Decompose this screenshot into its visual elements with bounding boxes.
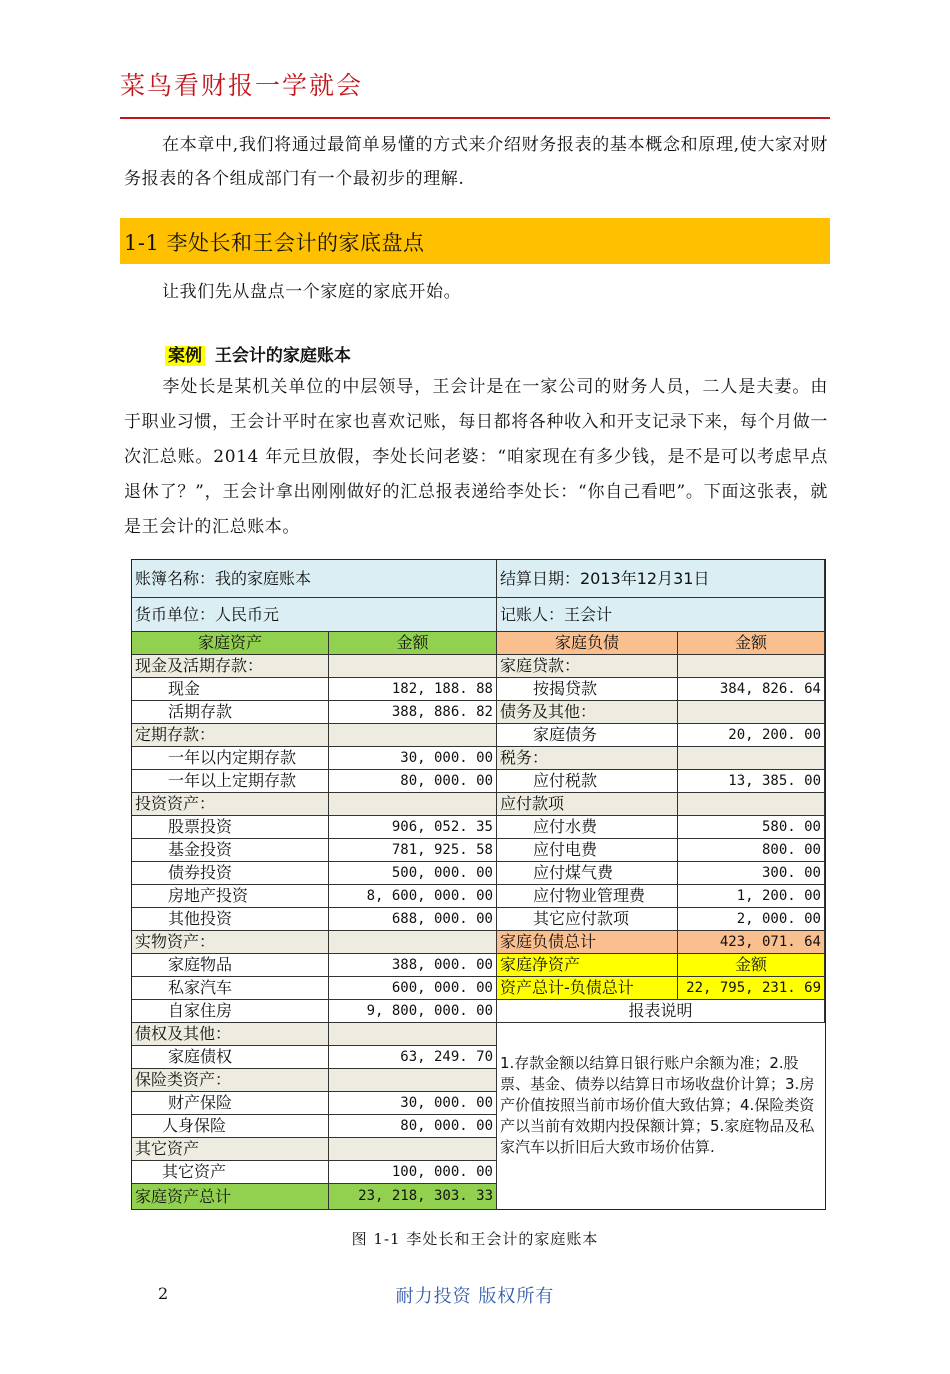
asset-value: 500, 000. 00 xyxy=(329,862,497,885)
asset-value xyxy=(329,1023,497,1046)
liability-label: 应付电费 xyxy=(497,839,678,862)
liability-label: 税务： xyxy=(497,747,678,770)
asset-label: 家庭物品 xyxy=(132,954,329,977)
liability-value xyxy=(678,793,825,816)
liability-label: 应付煤气费 xyxy=(497,862,678,885)
asset-value xyxy=(329,1138,497,1161)
asset-value: 8, 600, 000. 00 xyxy=(329,885,497,908)
asset-label: 债权及其他： xyxy=(132,1023,329,1046)
liabilities-amount-header: 金额 xyxy=(678,632,825,655)
asset-value: 100, 000. 00 xyxy=(329,1161,497,1184)
currency-cell: 货币单位：人民币元 xyxy=(132,598,497,632)
section-intro-text: 让我们先从盘点一个家庭的家底开始。 xyxy=(162,282,462,302)
asset-value xyxy=(329,724,497,747)
asset-label: 其它资产 xyxy=(132,1161,329,1184)
asset-value: 781, 925. 58 xyxy=(329,839,497,862)
asset-label: 现金 xyxy=(132,678,329,701)
assets-total-value: 23, 218, 303. 33 xyxy=(329,1184,497,1210)
section-title: 1-1 李处长和王会计的家底盘点 xyxy=(124,231,425,255)
asset-value: 80, 000. 00 xyxy=(329,770,497,793)
asset-label: 股票投资 xyxy=(132,816,329,839)
asset-label: 债券投资 xyxy=(132,862,329,885)
asset-label: 自家住房 xyxy=(132,1000,329,1023)
liability-value: 800. 00 xyxy=(678,839,825,862)
liabilities-total-label: 家庭负债总计 xyxy=(497,931,678,954)
header-title: 菜鸟看财报一学就会 xyxy=(120,71,364,100)
assets-header: 家庭资产 xyxy=(132,632,329,655)
asset-value: 30, 000. 00 xyxy=(329,747,497,770)
liability-value xyxy=(678,701,825,724)
case-body-text: 李处长是某机关单位的中层领导，王会计是在一家公司的财务人员，二人是夫妻。由于职业习惯，王会计平时在家也喜欢记账，每日都将各种收入和开支记录下来，每个月做一次汇总账。2014 年元旦放假，李处长问老婆：“咱家现在有多少钱，是不是可以考虑早点退休了？”，王会计拿出刚刚做好的汇总报表递给李处长：“你自己看吧”。下面这张表，就是王会计的汇总账本。 xyxy=(124,377,828,537)
asset-label: 实物资产： xyxy=(132,931,329,954)
asset-value: 9, 800, 000. 00 xyxy=(329,1000,497,1023)
liability-value: 20, 200. 00 xyxy=(678,724,825,747)
asset-label: 一年以上定期存款 xyxy=(132,770,329,793)
liability-value: 384, 826. 64 xyxy=(678,678,825,701)
section-bar xyxy=(120,218,830,264)
asset-value: 600, 000. 00 xyxy=(329,977,497,1000)
asset-label: 人身保险 xyxy=(132,1115,329,1138)
liability-value xyxy=(678,655,825,678)
asset-value xyxy=(329,931,497,954)
asset-value: 388, 000. 00 xyxy=(329,954,497,977)
asset-value xyxy=(329,655,497,678)
liability-label: 应付物业管理费 xyxy=(497,885,678,908)
asset-value: 688, 000. 00 xyxy=(329,908,497,931)
asset-value: 63, 249. 70 xyxy=(329,1046,497,1069)
case-tag: 案例 xyxy=(165,346,205,366)
net-assets-value: 22, 795, 231. 69 xyxy=(678,977,825,1000)
liability-label: 应付税款 xyxy=(497,770,678,793)
asset-label: 私家汽车 xyxy=(132,977,329,1000)
asset-value: 80, 000. 00 xyxy=(329,1115,497,1138)
net-formula-label: 资产总计-负债总计 xyxy=(497,977,678,1000)
liability-value: 300. 00 xyxy=(678,862,825,885)
intro-text: 在本章中,我们将通过最简单易懂的方式来介绍财务报表的基本概念和原理,使大家对财务报表的各个组成部门有一个最初步的理解. xyxy=(124,135,828,189)
asset-label: 其他投资 xyxy=(132,908,329,931)
liability-value: 1, 200. 00 xyxy=(678,885,825,908)
liability-label: 按揭贷款 xyxy=(497,678,678,701)
net-assets-label: 家庭净资产 xyxy=(497,954,678,977)
asset-label: 投资资产： xyxy=(132,793,329,816)
settle-date-cell: 结算日期：2013年12月31日 xyxy=(497,560,825,598)
asset-value: 182, 188. 88 xyxy=(329,678,497,701)
asset-label: 一年以内定期存款 xyxy=(132,747,329,770)
assets-total-label: 家庭资产总计 xyxy=(132,1184,329,1210)
liability-label: 应付水费 xyxy=(497,816,678,839)
header-rule xyxy=(120,117,830,119)
asset-label: 家庭债权 xyxy=(132,1046,329,1069)
case-title: 王会计的家庭账本 xyxy=(214,346,351,366)
liability-label: 家庭贷款： xyxy=(497,655,678,678)
liability-value: 2, 000. 00 xyxy=(678,908,825,931)
family-ledger-table xyxy=(131,559,826,1210)
footer-copyright: 耐力投资 版权所有 xyxy=(395,1286,555,1307)
notes-text: 1.存款金额以结算日银行账户余额为准；2.股票、基金、债券以结算日市场收盘价计算；3.房产价值按照当前市场价值大致估算；4.保险类资产以当前有效期内投保额计算；5.家庭物品及私家汽车以折旧后大致市场价估算. xyxy=(500,1054,815,1156)
asset-label: 现金及活期存款： xyxy=(132,655,329,678)
asset-value: 388, 886. 82 xyxy=(329,701,497,724)
page-number: 2 xyxy=(158,1284,169,1303)
liability-value: 13, 385. 00 xyxy=(678,770,825,793)
intro-paragraph xyxy=(124,128,828,196)
notes-header: 报表说明 xyxy=(497,1000,825,1023)
asset-label: 其它资产 xyxy=(132,1138,329,1161)
liability-value: 580. 00 xyxy=(678,816,825,839)
asset-label: 保险类资产： xyxy=(132,1069,329,1092)
asset-label: 财产保险 xyxy=(132,1092,329,1115)
liability-label: 家庭债务 xyxy=(497,724,678,747)
asset-label: 房地产投资 xyxy=(132,885,329,908)
book-name-cell: 账簿名称：我的家庭账本 xyxy=(132,560,497,598)
liabilities-total-value: 423, 071. 64 xyxy=(678,931,825,954)
asset-label: 基金投资 xyxy=(132,839,329,862)
asset-label: 活期存款 xyxy=(132,701,329,724)
assets-amount-header: 金额 xyxy=(329,632,497,655)
asset-value xyxy=(329,1069,497,1092)
figure-caption: 图 1-1 李处长和王会计的家庭账本 xyxy=(351,1230,599,1248)
case-heading xyxy=(165,341,351,366)
liability-label: 债务及其他： xyxy=(497,701,678,724)
liability-value xyxy=(678,747,825,770)
asset-value: 30, 000. 00 xyxy=(329,1092,497,1115)
liabilities-header: 家庭负债 xyxy=(497,632,678,655)
case-body xyxy=(124,370,828,545)
liability-label: 其它应付款项 xyxy=(497,908,678,931)
section-intro xyxy=(124,275,828,309)
recorder-cell: 记账人：王会计 xyxy=(497,598,825,632)
net-assets-amount-header: 金额 xyxy=(678,954,825,977)
liability-label: 应付款项 xyxy=(497,793,678,816)
asset-value xyxy=(329,793,497,816)
asset-value: 906, 052. 35 xyxy=(329,816,497,839)
asset-label: 定期存款： xyxy=(132,724,329,747)
